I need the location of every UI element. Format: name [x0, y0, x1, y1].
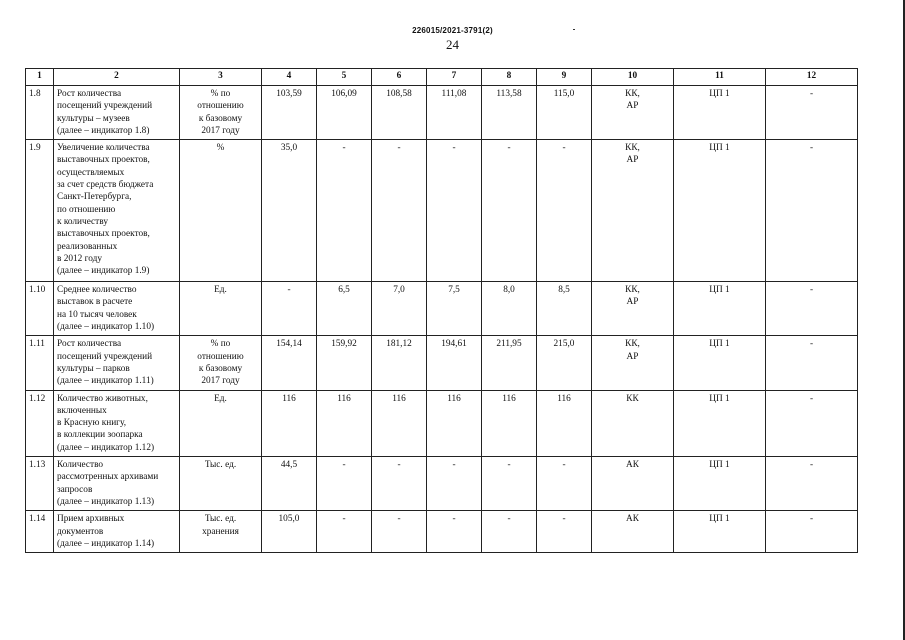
note-cell: - [766, 336, 858, 390]
table-body [26, 86, 858, 553]
note-cell: - [766, 140, 858, 282]
value-cell: - [427, 511, 482, 553]
program-cell: ЦП 1 [674, 86, 766, 140]
value-cell: 8,0 [482, 282, 537, 336]
value-cell: 116 [427, 390, 482, 456]
indicator-description: Прием архивных документов (далее – индикатор 1.14) [54, 511, 180, 553]
unit-cell: Тыс. ед. хранения [180, 511, 262, 553]
indicator-description: Рост количества посещений учреждений культуры – музеев (далее – индикатор 1.8) [54, 86, 180, 140]
value-cell: 44,5 [262, 457, 317, 511]
indicator-description: Среднее количество выставок в расчете на 10 тысяч человек (далее – индикатор 1.10) [54, 282, 180, 336]
value-cell: 113,58 [482, 86, 537, 140]
column-header: 1 [26, 69, 54, 86]
value-cell: - [372, 140, 427, 282]
scan-speck [573, 29, 575, 30]
column-header: 5 [317, 69, 372, 86]
row-number: 1.8 [26, 86, 54, 140]
column-header: 7 [427, 69, 482, 86]
column-header: 8 [482, 69, 537, 86]
responsible-cell: АК [592, 511, 674, 553]
indicator-description: Количество рассмотренных архивами запросов (далее – индикатор 1.13) [54, 457, 180, 511]
value-cell: 8,5 [537, 282, 592, 336]
column-header: 6 [372, 69, 427, 86]
table-row [26, 282, 858, 336]
column-header: 10 [592, 69, 674, 86]
program-cell: ЦП 1 [674, 511, 766, 553]
responsible-cell: АК [592, 457, 674, 511]
note-cell: - [766, 86, 858, 140]
value-cell: 103,59 [262, 86, 317, 140]
value-cell: - [317, 140, 372, 282]
value-cell: - [427, 457, 482, 511]
note-cell: - [766, 511, 858, 553]
value-cell: - [317, 457, 372, 511]
indicator-description: Увеличение количества выставочных проектов, осуществляемых за счет средств бюджета Санкт-Петербурга, по отношению к количеству выставочных проектов, реализованных в 2012 году (далее – индикатор 1.9) [54, 140, 180, 282]
responsible-cell: КК, АР [592, 86, 674, 140]
value-cell: 7,5 [427, 282, 482, 336]
program-cell: ЦП 1 [674, 282, 766, 336]
value-cell: 215,0 [537, 336, 592, 390]
value-cell: - [262, 282, 317, 336]
unit-cell: Ед. [180, 390, 262, 456]
program-cell: ЦП 1 [674, 336, 766, 390]
value-cell: - [537, 140, 592, 282]
value-cell: 115,0 [537, 86, 592, 140]
responsible-cell: КК, АР [592, 336, 674, 390]
value-cell: 211,95 [482, 336, 537, 390]
value-cell: - [482, 140, 537, 282]
value-cell: 35,0 [262, 140, 317, 282]
value-cell: - [427, 140, 482, 282]
row-number: 1.11 [26, 336, 54, 390]
unit-cell: % по отношению к базовому 2017 году [180, 336, 262, 390]
value-cell: 154,14 [262, 336, 317, 390]
value-cell: - [317, 511, 372, 553]
column-header: 11 [674, 69, 766, 86]
value-cell: 105,0 [262, 511, 317, 553]
value-cell: 7,0 [372, 282, 427, 336]
program-cell: ЦП 1 [674, 140, 766, 282]
header-row [26, 69, 858, 86]
responsible-cell: КК, АР [592, 140, 674, 282]
unit-cell: % по отношению к базовому 2017 году [180, 86, 262, 140]
value-cell: 116 [537, 390, 592, 456]
value-cell: - [372, 457, 427, 511]
value-cell: - [482, 457, 537, 511]
page-number: 24 [446, 37, 459, 52]
table-row [26, 336, 858, 390]
indicator-description: Рост количества посещений учреждений культуры – парков (далее – индикатор 1.11) [54, 336, 180, 390]
column-header: 4 [262, 69, 317, 86]
responsible-cell: КК, АР [592, 282, 674, 336]
value-cell: - [537, 457, 592, 511]
unit-cell: Тыс. ед. [180, 457, 262, 511]
column-header: 2 [54, 69, 180, 86]
row-number: 1.9 [26, 140, 54, 282]
value-cell: 108,58 [372, 86, 427, 140]
value-cell: - [372, 511, 427, 553]
row-number: 1.14 [26, 511, 54, 553]
note-cell: - [766, 390, 858, 456]
table-row [26, 140, 858, 282]
indicator-table [25, 68, 858, 553]
value-cell: 111,08 [427, 86, 482, 140]
value-cell: 116 [482, 390, 537, 456]
value-cell: 159,92 [317, 336, 372, 390]
indicator-description: Количество животных, включенных в Красную книгу, в коллекции зоопарка (далее – индикатор 1.12) [54, 390, 180, 456]
program-cell: ЦП 1 [674, 390, 766, 456]
value-cell: 6,5 [317, 282, 372, 336]
value-cell: 181,12 [372, 336, 427, 390]
unit-cell: % [180, 140, 262, 282]
value-cell: 194,61 [427, 336, 482, 390]
value-cell: 116 [317, 390, 372, 456]
responsible-cell: КК [592, 390, 674, 456]
program-cell: ЦП 1 [674, 457, 766, 511]
value-cell: 116 [262, 390, 317, 456]
column-header: 9 [537, 69, 592, 86]
column-header: 12 [766, 69, 858, 86]
note-cell: - [766, 457, 858, 511]
value-cell: - [482, 511, 537, 553]
document-id: 226015/2021-3791(2) [412, 26, 493, 35]
row-number: 1.12 [26, 390, 54, 456]
unit-cell: Ед. [180, 282, 262, 336]
note-cell: - [766, 282, 858, 336]
row-number: 1.10 [26, 282, 54, 336]
value-cell: 106,09 [317, 86, 372, 140]
value-cell: - [537, 511, 592, 553]
value-cell: 116 [372, 390, 427, 456]
column-header: 3 [180, 69, 262, 86]
table-row [26, 511, 858, 553]
row-number: 1.13 [26, 457, 54, 511]
table-row [26, 390, 858, 456]
table-row [26, 86, 858, 140]
table-row [26, 457, 858, 511]
